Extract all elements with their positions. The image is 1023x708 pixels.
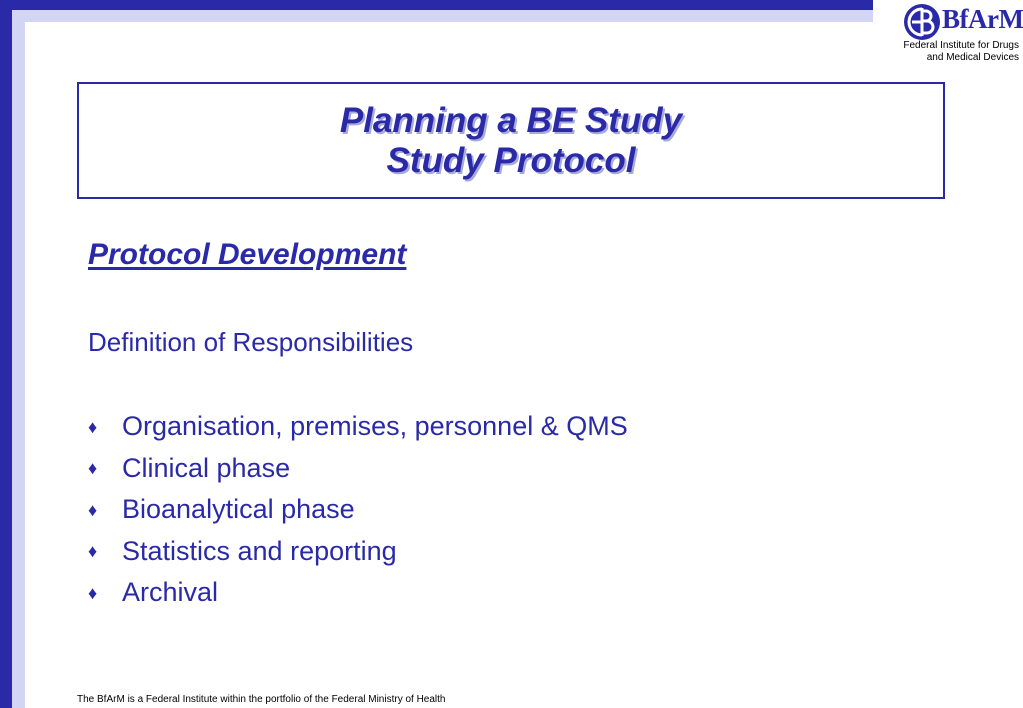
subheading: Definition of Responsibilities xyxy=(88,327,414,357)
bullet-text: Organisation, premises, personnel & QMS xyxy=(122,411,628,442)
slide-title-line1: Planning a BE Study xyxy=(339,100,683,140)
frame-left-dark-bar xyxy=(0,0,12,708)
bullet-item xyxy=(88,448,628,490)
section-heading: Protocol Development xyxy=(88,238,407,271)
bullet-item xyxy=(88,406,628,448)
diamond-bullet-icon: ♦ xyxy=(88,499,98,520)
logo xyxy=(873,0,1023,68)
bullet-item xyxy=(88,572,628,614)
bullet-item xyxy=(88,489,628,531)
logo-wordmark: BfArM xyxy=(942,4,1023,34)
frame-top-light-bar xyxy=(12,10,1023,22)
bullet-text: Archival xyxy=(122,577,219,608)
bullet-text: Bioanalytical phase xyxy=(122,494,355,525)
diamond-bullet-icon: ♦ xyxy=(88,416,98,437)
bullet-text: Statistics and reporting xyxy=(122,535,397,566)
slide-title-box xyxy=(77,82,945,199)
bullet-text: Clinical phase xyxy=(122,452,291,483)
logo-subtitle-line2: and Medical Devices xyxy=(926,52,1019,63)
frame-top-dark-bar xyxy=(0,0,1023,10)
frame-left-light-bar xyxy=(12,0,25,708)
bullet-list xyxy=(88,406,628,614)
logo-subtitle-line1: Federal Institute for Drugs xyxy=(903,40,1019,51)
bullet-item xyxy=(88,531,628,573)
diamond-bullet-icon: ♦ xyxy=(88,458,98,479)
diamond-bullet-icon: ♦ xyxy=(88,582,98,603)
diamond-bullet-icon: ♦ xyxy=(88,541,98,562)
slide-title-line2: Study Protocol xyxy=(386,140,636,180)
bfarm-emblem-icon xyxy=(903,3,941,41)
footer-note: The BfArM is a Federal Institute within the portfolio of the Federal Ministry of Health xyxy=(77,694,446,705)
logo-subtitle xyxy=(871,40,1019,64)
